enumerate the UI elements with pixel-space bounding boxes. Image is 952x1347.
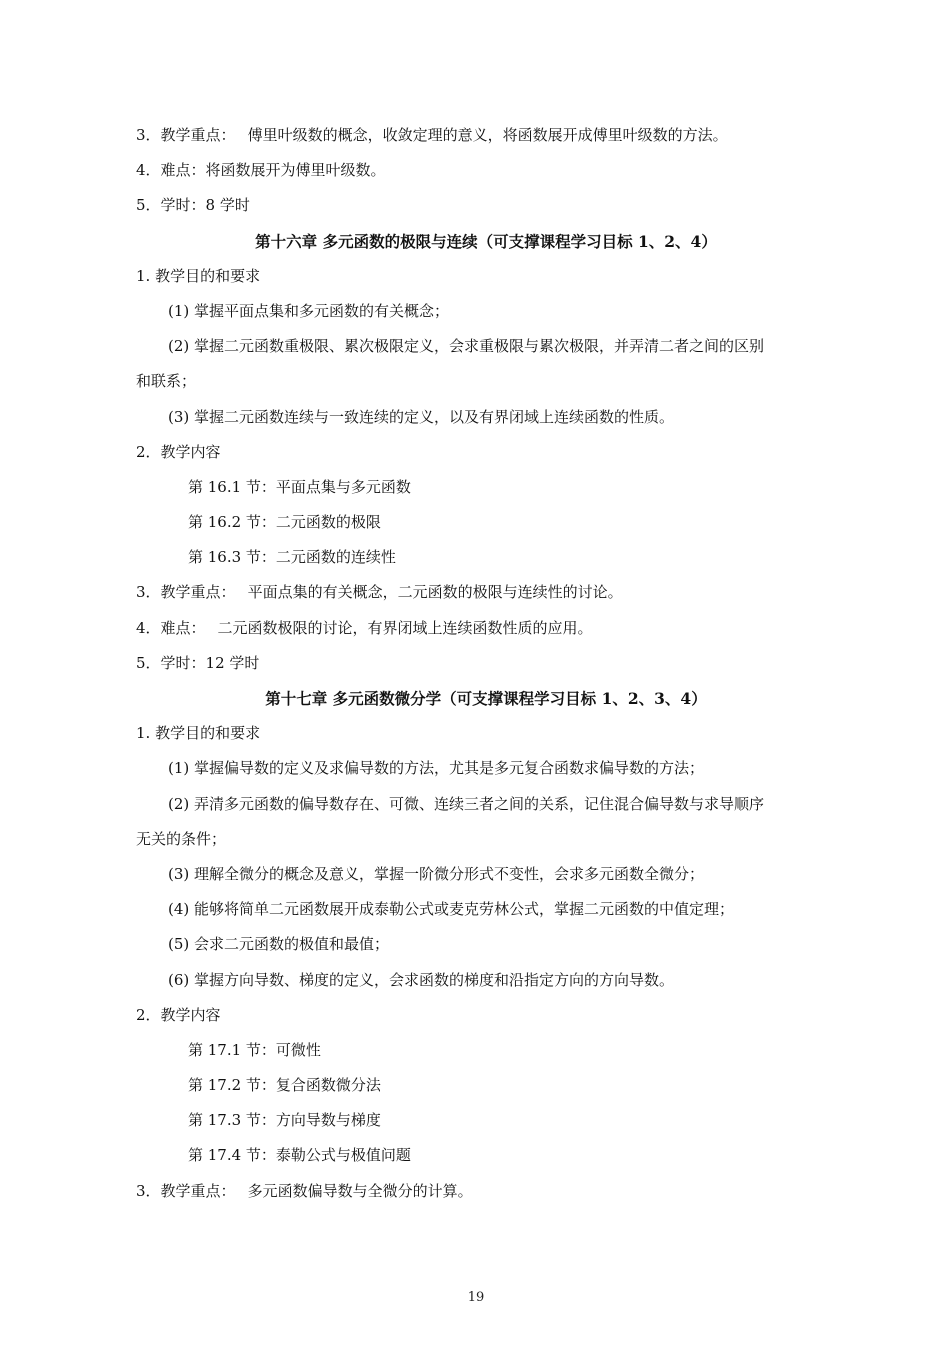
ch16-section-3: 第 16.3 节：二元函数的连续性	[188, 548, 396, 567]
ch17-section-1: 第 17.1 节：可微性	[188, 1040, 321, 1059]
ch16-teaching-focus: 3．教学重点： 平面点集的有关概念，二元函数的极限与连续性的讨论。	[136, 583, 623, 602]
ch17-section-2: 第 17.2 节：复合函数微分法	[188, 1076, 381, 1095]
prev-teaching-focus: 3．教学重点： 傅里叶级数的概念，收敛定理的意义，将函数展开成傅里叶级数的方法。	[136, 126, 728, 144]
page-number: 19	[467, 1290, 485, 1305]
page-content	[136, 118, 836, 1209]
prev-hours: 5．学时：8 学时	[136, 196, 250, 215]
ch16-goal-1: (1) 掌握平面点集和多元函数的有关概念；	[168, 301, 450, 320]
ch16-difficulty: 4．难点： 二元函数极限的讨论，有界闭域上连续函数性质的应用。	[136, 618, 593, 637]
ch16-goal-2: (2) 掌握二元函数重极限、累次极限定义，会求重极限与累次极限，并弄清二者之间的区别	[168, 337, 765, 356]
ch16-section-1: 第 16.1 节：平面点集与多元函数	[188, 477, 411, 496]
ch17-section-4: 第 17.4 节：泰勒公式与极值问题	[188, 1146, 411, 1165]
ch17-goal-1: (1) 掌握偏导数的定义及求偏导数的方法，尤其是多元复合函数求偏导数的方法；	[168, 759, 705, 778]
ch17-section-3: 第 17.3 节：方向导数与梯度	[188, 1111, 381, 1130]
ch16-goals-title: 1. 教学目的和要求	[136, 266, 261, 285]
ch17-goal-5: (5) 会求二元函数的极值和最值；	[168, 935, 390, 954]
ch16-hours: 5．学时：12 学时	[136, 653, 260, 672]
ch16-content-title: 2．教学内容	[136, 442, 221, 461]
ch17-goal-6: (6) 掌握方向导数、梯度的定义，会求函数的梯度和沿指定方向的方向导数。	[168, 970, 675, 989]
ch17-goals-title: 1. 教学目的和要求	[136, 724, 261, 743]
chapter-16-title: 第十六章 多元函数的极限与连续（可支撑课程学习目标 1、2、4）	[255, 231, 717, 251]
ch16-section-2: 第 16.2 节：二元函数的极限	[188, 513, 381, 532]
prev-difficulty: 4．难点：将函数展开为傅里叶级数。	[136, 161, 386, 180]
ch17-goal-4: (4) 能够将简单二元函数展开成泰勒公式或麦克劳林公式，掌握二元函数的中值定理；	[168, 900, 735, 919]
ch16-goal-2-continued: 和联系；	[136, 372, 197, 391]
ch17-teaching-focus: 3．教学重点： 多元函数偏导数与全微分的计算。	[136, 1181, 473, 1200]
ch17-goal-3: (3) 理解全微分的概念及意义，掌握一阶微分形式不变性，会求多元函数全微分；	[168, 864, 705, 883]
ch17-goal-2: (2) 弄清多元函数的偏导数存在、可微、连续三者之间的关系，记住混合偏导数与求导顺序	[168, 794, 765, 813]
chapter-17-title: 第十七章 多元函数微分学（可支撑课程学习目标 1、2、3、4）	[265, 689, 707, 708]
ch17-content-title: 2．教学内容	[136, 1005, 221, 1024]
ch17-goal-2-continued: 无关的条件；	[136, 829, 227, 848]
ch16-goal-3: (3) 掌握二元函数连续与一致连续的定义，以及有界闭域上连续函数的性质。	[168, 407, 675, 426]
